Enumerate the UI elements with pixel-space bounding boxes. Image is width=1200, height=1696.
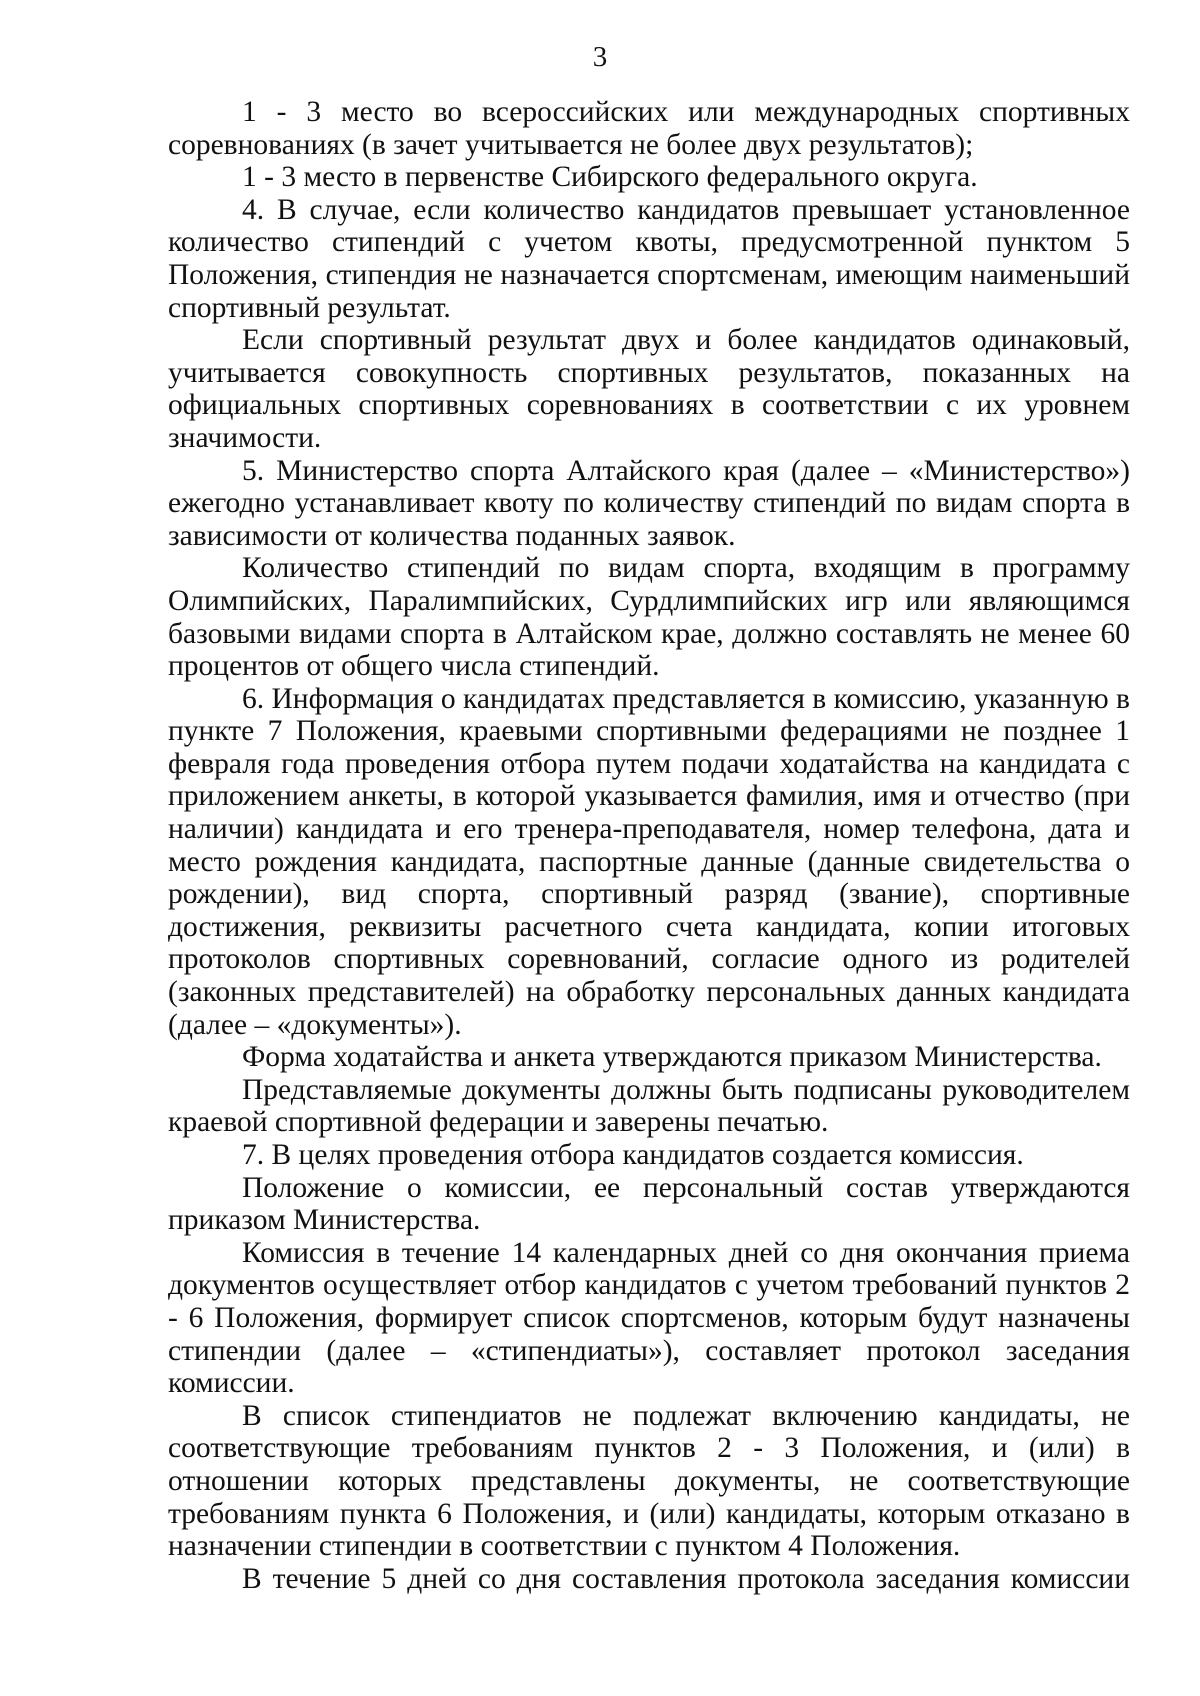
paragraph-11: Положение о комиссии, ее персональный состав утверждаются приказом Министерства. xyxy=(168,1171,1130,1237)
paragraph-13: В список стипендиатов не подлежат включению кандидаты, не соответствующие требованиям пунктов 2 - 3 Положения, и (или) в отношении которых представлены документы, не соответствующие требованиям пункта 6 Положения, и (или) кандидаты, которым отказано в назначении стипендии в соответствии с пунктом 4 Положения. xyxy=(168,1399,1130,1563)
paragraph-8: Форма ходатайства и анкета утверждаются приказом Министерства. xyxy=(242,1041,1102,1074)
page-number: 3 xyxy=(592,41,608,73)
paragraph-5: 5. Министерство спорта Алтайского края (далее – «Министерство») ежегодно устанавливает квоту по количеству стипендий по видам спорта в зависимости от количества поданных заявок. xyxy=(168,454,1130,552)
paragraph-4: Если спортивный результат двух и более кандидатов одинаковый, учитывается совокупность спортивных результатов, показанных на официальных спортивных соревнованиях в соответствии с их уровнем значимости. xyxy=(168,324,1130,454)
paragraph-9: Представляемые документы должны быть подписаны руководителем краевой спортивной федерации и заверены печатью. xyxy=(168,1073,1130,1139)
paragraph-12: Комиссия в течение 14 календарных дней со дня окончания приема документов осуществляет отбор кандидатов с учетом требований пунктов 2 - 6 Положения, формирует список спортсменов, которым будут назначены стипендии (далее – «стипендиаты»), составляет протокол заседания комиссии. xyxy=(168,1236,1130,1400)
paragraph-3: 4. В случае, если количество кандидатов превышает установленное количество стипендий с учетом квоты, предусмотренной пунктом 5 Положения, стипендия не назначается спортсменам, имеющим наименьший спортивный результат. xyxy=(168,193,1130,324)
paragraph-14: В течение 5 дней со дня составления протокола заседания комиссии xyxy=(242,1562,1130,1595)
document-body xyxy=(168,96,1130,1595)
paragraph-2: 1 - 3 место в первенстве Сибирского федерального округа. xyxy=(242,161,978,194)
paragraph-10: 7. В целях проведения отбора кандидатов создается комиссия. xyxy=(242,1139,1024,1171)
paragraph-6: Количество стипендий по видам спорта, входящим в программу Олимпийских, Паралимпийских, Сурдлимпийских игр или являющимся базовыми видами спорта в Алтайском крае, должно составлять не менее 60 процентов от общего числа стипендий. xyxy=(168,552,1130,683)
paragraph-1: 1 - 3 место во всероссийских или международных спортивных соревнованиях (в зачет учитывается не более двух результатов); xyxy=(168,96,1130,161)
paragraph-7: 6. Информация о кандидатах представляется в комиссию, указанную в пункте 7 Положения, краевыми спортивными федерациями не позднее 1 февраля года проведения отбора путем подачи ходатайства на кандидата с приложением анкеты, в которой указывается фамилия, имя и отчество (при наличии) кандидата и его тренера-преподавателя, номер телефона, дата и место рождения кандидата, паспортные данные (данные свидетельства о рождении), вид спорта, спортивный разряд (звание), спортивные достижения, реквизиты расчетного счета кандидата, копии итоговых протоколов спортивных соревнований, согласие одного из родителей (законных представителей) на обработку персональных данных кандидата (далее – «документы»). xyxy=(168,682,1130,1041)
